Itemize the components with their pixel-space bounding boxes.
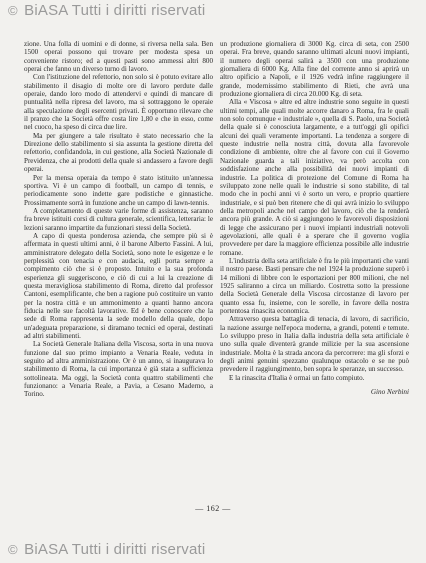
paragraph: Per la mensa operaia da tempo è stato istituito un'annessa sportiva. Vi è un campo di football, un campo di tennis, e periodicamente sono indette gare podistiche e ginnastiche. Prossimamente sorrà in funzione anche un campo di lawn-tennis.	[24, 173, 213, 207]
watermark-text: BiASA Tutti i diritti riservati	[24, 541, 206, 558]
left-column	[24, 40, 213, 399]
copyright-icon: ©	[8, 542, 18, 557]
paragraph: un produzione giornaliera di 3000 Kg. circa di seta, con 2500 operai. Fra breve, quando saranno ultimati alcuni nuovi impianti, il numero degli operai salirà a 3500 con una produzione giornaliera di 6000 Kg. Alla fine del corrente anno si aprirà un altro opificio a Napoli, e il 1926 vedrà infine raggiungere il grande, modernissimo stabilimento di Rieti, che avrà una produzione giornaliera di circa 20.000 Kg. di seta.	[220, 40, 409, 99]
paragraph: Attraverso questa battaglia di tenacia, di lavoro, di sacrificio, la nazione assurge nell'epoca moderna, a grandi, potenti e temute. Lo sviluppo preso in Italia dalla industria della seta artificiale è uno sulla quale diventerà grande milizie per la sua ascensione industriale. Molta è la strada ancora da percorrere: ma gli sforzi e degli animi genuini spezzano qualunque ostacolo e se ne può prevedere il raggiungimento, ben sopra le speranze, un successo.	[220, 315, 409, 374]
author-signature: Gino Nerbini	[370, 388, 409, 397]
watermark-bottom	[8, 541, 205, 558]
paragraph: Alla « Viscosa » altre ed altre industrie sono seguite in questi ultimi tempi, alle quali molte accorre danaro a Roma, fra le quali non solo comunque « industriale », quella di S. Paolo, una Società della quale si è conosciuta largamente, e a tutt'oggi gli opifici alcuni dei quali veramente importanti. La tendenza a sorgere di queste industrie nella nostra città, dovuta alla favorevole condizione di ambiente, oltre che al favore con cui il Governo Nazionale guarda a tali iniziative, va però accolta con soddisfazione anche alla possibilità dei nuovi impianti di industrie. La politica di protezione del Comune di Roma ha sviluppato zone nelle quali le industrie si sono stabilite, di tal modo che in pochi anni vi è sorto un vero, e proprio quartiere industriale, e si può ben ritenere che di qui avrà inizio lo sviluppo della metropoli anche nel campo del lavoro, ciò che la renderà ancora più grande. A ciò si aggiungono le favorevoli disposizioni di legge che assicurano per i nuovi impianti industriali notevoli agevolazioni, alle quali è a sperare che il governo voglia provvedere per dare la maggiore efficienza possibile alle industrie romane.	[220, 98, 409, 257]
copyright-icon: ©	[8, 3, 18, 18]
paragraph: Con l'istituzione del refettorio, non solo si è potuto evitare allo stabilimento il disagio di molte ore di lavoro perdute dalle operaie, dando loro modo di attendervi e quindi di mancare di puntualità nella ripresa del lavoro, ma si sottraggono le operaie alla speculazione degli esercenti privati. È opportuno rilevare che il pranzo che la Società offre costa lire 1,80 e che in esso, come nel cuoco, ha speso di circa due lire.	[24, 73, 213, 132]
paragraph: zione. Una folla di uomini e di donne, si riversa nella sala. Ben 1500 operai possono qui trovare per modesta spesa un conveniente ristoro; ed a questi pasti sono ammessi altri 800 operai che fanno un diverso turno di lavoro.	[24, 40, 213, 74]
watermark-top	[8, 2, 205, 19]
paragraph: La Società Generale Italiana della Viscosa, sorta in una nuova funzione dal suo primo impianto a Venaria Reale, veduta in seguito ad altra amministrazione. Or è un anno, si inaugurava lo stabilimento di Roma, la cui importanza è già stata a sufficienza sottolineata. Ma oggi, la Società conta quattro stabilimenti che funzionano: a Venaria Reale, a Pavia, a Cesano Maderno, a Torino.	[24, 340, 213, 399]
paragraph: A completamento di queste varie forme di assistenza, saranno fra breve istituiti corsi di cultura generale, scientifica, letteraria: le lezioni saranno impartite da funzionari stessi della Società.	[24, 206, 213, 232]
right-column	[220, 40, 409, 396]
paragraph: A capo di questa ponderosa azienda, che sempre più si è affermata in questi ultimi anni, è il barone Alberto Fassini. A lui, amministratore delegato della Società, sono note le esigenze e le perplessità con tenacia e con audacia, egli porta sempre a compimento ciò che si è proposto. Intuito e la sua profonda esperienza gli suggeriscono, e ciò di cui a lui la creazione di questa meravigliosa stabilimento di Roma, diretto dal professor Cantoni, esemplificante, che ben a ragione può costituire un vanto per la nostra città e un ammonimento a quanti hanno ancora fiducia nelle sue facoltà lavorative. Ed è bene conoscere che la sede di Roma rappresenta la sede modello della quale, dopo un'adeguata preparazione, si diramano tecnici ed operai, destinati ad altri stabilimenti.	[24, 231, 213, 341]
paragraph: E la rinascita d'Italia è ormai un fatto compiuto.	[229, 373, 365, 382]
page-number: — 162 —	[195, 504, 231, 513]
paragraph: L'industria della seta artificiale è fra le più importanti che vanti il nostro paese. Basti pensare che nel 1924 la produzione superò i 14 milioni di libbre con le esportazioni per 800 milioni, che nel 1925 saliranno a circa un miliardo. Costretta sotto la pressione della Società Generale della Viscosa circostanze di lavoro per quanto essa fu, insieme, con le sorelle, in favore della nostra portentosa rinascita economica.	[220, 256, 409, 315]
paragraph: Ma per giungere a tale risultato è stato necessario che la Direzione dello stabilimento si sia assunta la gestione diretta del refettorio, confidandola, in cui gestione, alla Società Nazionale di Previdenza, che ai prodotti della quale si andassero a favore degli operai.	[24, 131, 213, 174]
watermark-text: BiASA Tutti i diritti riservati	[24, 2, 206, 19]
